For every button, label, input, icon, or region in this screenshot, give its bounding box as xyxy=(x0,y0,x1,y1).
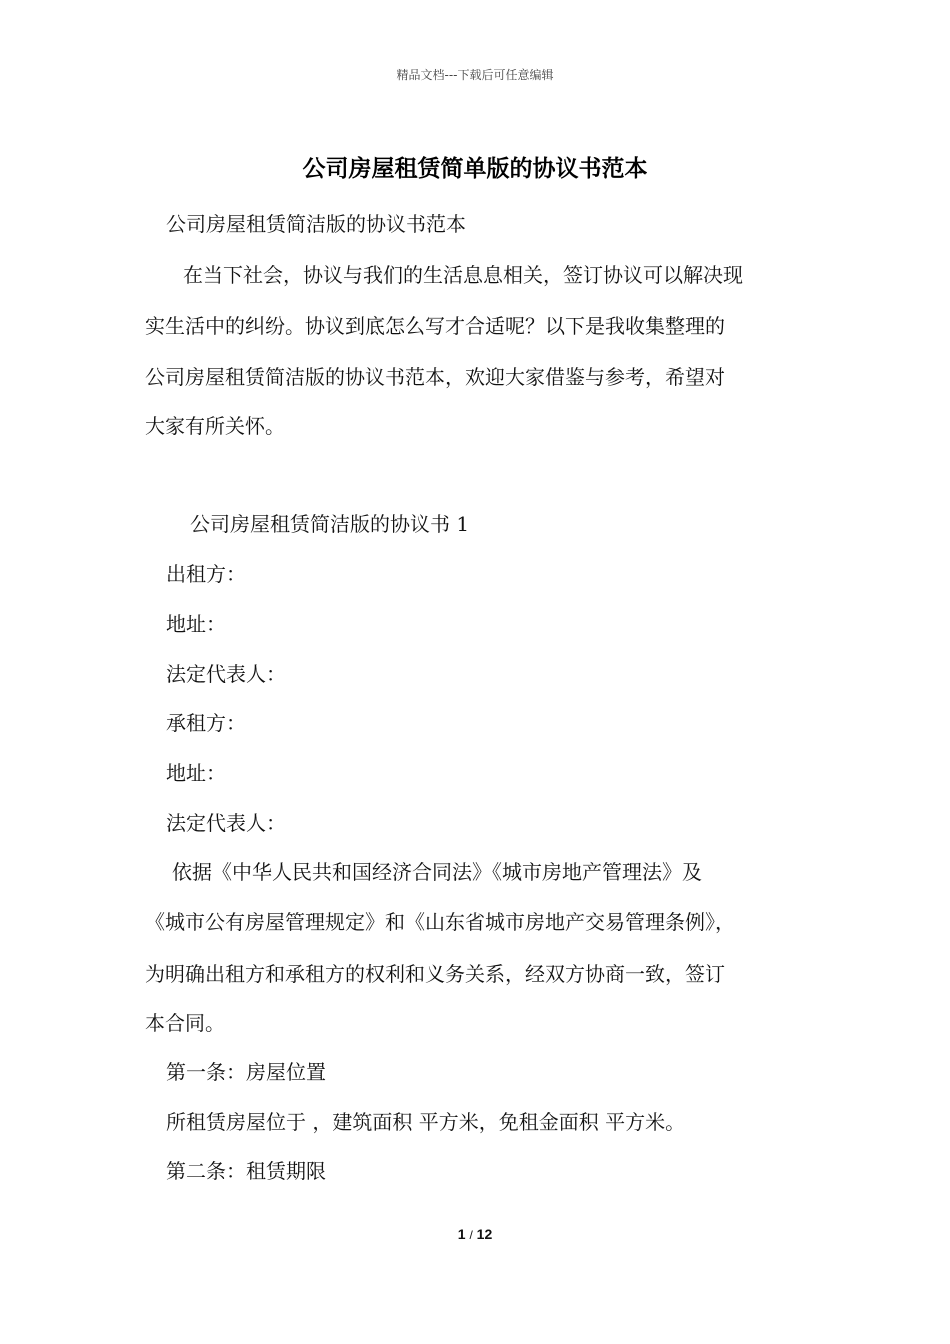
intro-line-4: 大家有所关怀。 xyxy=(145,414,285,438)
field-lessee: 承租方： xyxy=(166,711,246,735)
basis-line-3: 为明确出租方和承租方的权利和义务关系，经双方协商一致，签订 xyxy=(145,962,725,986)
intro-line-1: 在当下社会，协议与我们的生活息息相关，签订协议可以解决现 xyxy=(183,263,743,287)
field-lessor: 出租方： xyxy=(166,562,246,586)
article-1-text: 所租赁房屋位于 ，建筑面积 平方米，免租金面积 平方米。 xyxy=(166,1110,686,1134)
basis-line-4: 本合同。 xyxy=(145,1011,225,1035)
page-total: 12 xyxy=(476,1226,493,1242)
field-lessor-representative: 法定代表人： xyxy=(166,662,286,686)
article-1-heading: 第一条：房屋位置 xyxy=(166,1060,326,1084)
section-heading: 公司房屋租赁简洁版的协议书 1 xyxy=(190,512,470,536)
page-current: 1 xyxy=(457,1226,466,1242)
page-number xyxy=(0,1226,950,1242)
page-separator: / xyxy=(469,1228,473,1242)
field-lessee-address: 地址： xyxy=(166,761,226,785)
document-title: 公司房屋租赁简单版的协议书范本 xyxy=(302,155,648,182)
intro-line-3: 公司房屋租赁简洁版的协议书范本，欢迎大家借鉴与参考，希望对 xyxy=(145,365,725,389)
page-header: 精品文档---下载后可任意编辑 xyxy=(396,68,554,82)
field-lessee-representative: 法定代表人： xyxy=(166,811,286,835)
document-subtitle: 公司房屋租赁简洁版的协议书范本 xyxy=(166,212,466,236)
basis-line-2: 《城市公有房屋管理规定》和《山东省城市房地产交易管理条例》， xyxy=(145,910,735,934)
article-2-heading: 第二条：租赁期限 xyxy=(166,1159,326,1183)
intro-line-2: 实生活中的纠纷。协议到底怎么写才合适呢？以下是我收集整理的 xyxy=(145,314,725,338)
basis-line-1: 依据《中华人民共和国经济合同法》《城市房地产管理法》及 xyxy=(172,860,702,884)
field-lessor-address: 地址： xyxy=(166,612,226,636)
